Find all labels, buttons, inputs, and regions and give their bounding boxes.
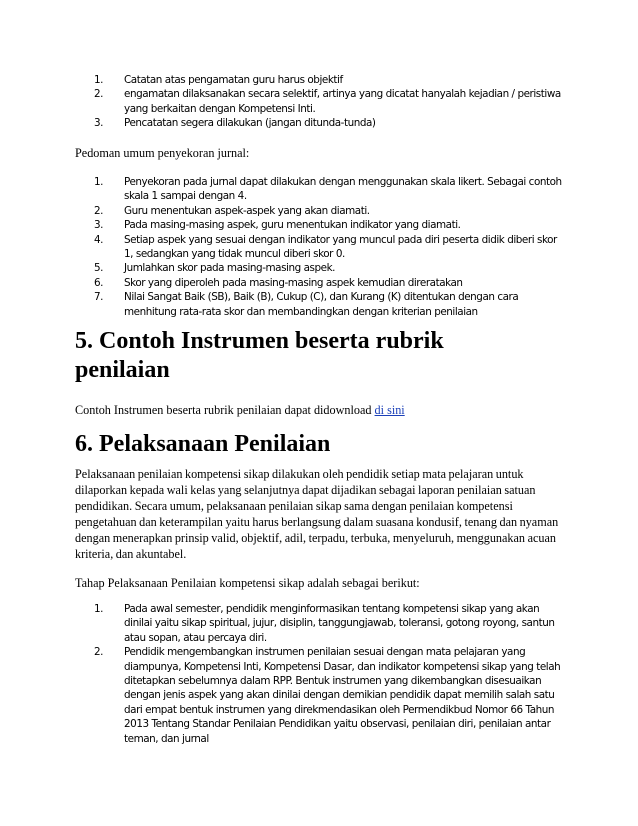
list-text: Guru menentukan aspek-aspek yang akan diamati. — [124, 204, 370, 217]
list-number: 2. — [94, 88, 104, 101]
stages-list — [94, 602, 564, 746]
list-text: Pada awal semester, pendidik menginformasikan tentang kompetensi sikap yang akan dinilai yaitu sikap spiritual, jujur, disiplin, tanggungjawab, toleransi, gotong royong, santun atau sopan, atau percaya diri. — [124, 603, 555, 644]
list-item — [94, 261, 564, 275]
list-number: 5. — [94, 262, 104, 275]
section-5-text — [75, 402, 565, 418]
list-number: 3. — [94, 117, 104, 130]
list-number: 1. — [94, 74, 104, 86]
observation-notes-list — [94, 73, 564, 131]
list-number: 1. — [94, 176, 104, 188]
list-number: 2. — [94, 646, 104, 659]
section-5-heading: 5. Contoh Instrumen beserta rubrik penilaian — [75, 328, 444, 383]
list-number: 7. — [94, 291, 104, 304]
list-text: Pendidik mengembangkan instrumen penilaian sesuai dengan mata pelajaran yang diampunya, Kompetensi Inti, Kompetensi Dasar, dan indikator kompetensi sikap yang telah ditetapkan sebelumnya dalam RPP. Bentuk instrumen yang dikembangkan disesuaikan dengan jenis aspek yang akan dinilai dengan demikian pendidik dapat memilih salah satu dari empat bentuk instrumen yang direkmendasikan oleh Permendikbud Nomor 66 Tahun 2013 Tentang Standar Penilaian Pendidikan yaitu observasi, penilaian diri, penilaian antar teman, dan jurnal — [124, 646, 561, 745]
list-item — [94, 87, 564, 116]
list-item — [94, 602, 564, 645]
list-number: 3. — [94, 219, 104, 232]
list-item — [94, 116, 564, 130]
list-text: Setiap aspek yang sesuai dengan indikator yang muncul pada diri peserta didik diberi skor 1, sedangkan yang tidak muncul diberi skor 0. — [124, 233, 557, 261]
list-item — [94, 204, 564, 218]
list-item — [94, 645, 564, 746]
list-text: Penyekoran pada jurnal dapat dilakukan dengan menggunakan skala likert. Sebagai contoh skala 1 sampai dengan 4. — [124, 176, 562, 203]
list-text: Pada masing-masing aspek, guru menentukan indikator yang diamati. — [124, 219, 461, 232]
section-6-paragraph: Pelaksanaan penilaian kompetensi sikap dilakukan oleh pendidik setiap mata pelajaran untuk dilaporkan kepada wali kelas yang selanjutnya dapat dijadikan sebagai laporan penilaian satuan pendidikan. Secara umum, pelaksanaan penilaian sikap sama dengan penilaian kompetensi pengetahuan dan keterampilan yaitu harus berlangsung dalam suasana kondusif, tenang dan nyaman dengan menerapkan prinsip valid, objektif, adil, terpadu, terbuka, menyeluruh, menggunakan acuan kriteria, dan akuntabel. — [75, 467, 559, 561]
stages-intro: Tahap Pelaksanaan Penilaian kompetensi sikap adalah sebagai berikut: — [75, 576, 420, 590]
list-item — [94, 218, 564, 232]
list-text: Skor yang diperoleh pada masing-masing aspek kemudian direratakan — [124, 276, 463, 289]
list-number: 1. — [94, 603, 104, 615]
download-text: Contoh Instrumen beserta rubrik penilaian dapat didownload — [75, 403, 372, 417]
list-text: Jumlahkan skor pada masing-masing aspek. — [124, 262, 336, 275]
list-text: engamatan dilaksanakan secara selektif, artinya yang dicatat hanyalah kejadian / peristiwa yang berkaitan dengan Kompetensi Inti. — [124, 88, 561, 115]
scoring-guide-intro: Pedoman umum penyekoran jurnal: — [75, 146, 250, 160]
list-text: Nilai Sangat Baik (SB), Baik (B), Cukup (C), dan Kurang (K) ditentukan dengan cara menhitung rata-rata skor dan membandingkan dengan kriterian penilaian — [124, 291, 519, 318]
list-item — [94, 290, 564, 319]
list-item — [94, 73, 564, 87]
list-item — [94, 233, 564, 262]
list-number: 6. — [94, 276, 104, 289]
scoring-guide-list — [94, 175, 564, 319]
list-number: 2. — [94, 204, 104, 217]
list-text: Catatan atas pengamatan guru harus objektif — [124, 74, 343, 86]
list-item — [94, 276, 564, 290]
download-link[interactable]: di sini — [374, 403, 405, 417]
list-text: Pencatatan segera dilakukan (jangan ditunda-tunda) — [124, 117, 376, 130]
list-number: 4. — [94, 233, 104, 246]
list-item — [94, 175, 564, 204]
section-6-heading: 6. Pelaksanaan Penilaian — [75, 431, 331, 457]
